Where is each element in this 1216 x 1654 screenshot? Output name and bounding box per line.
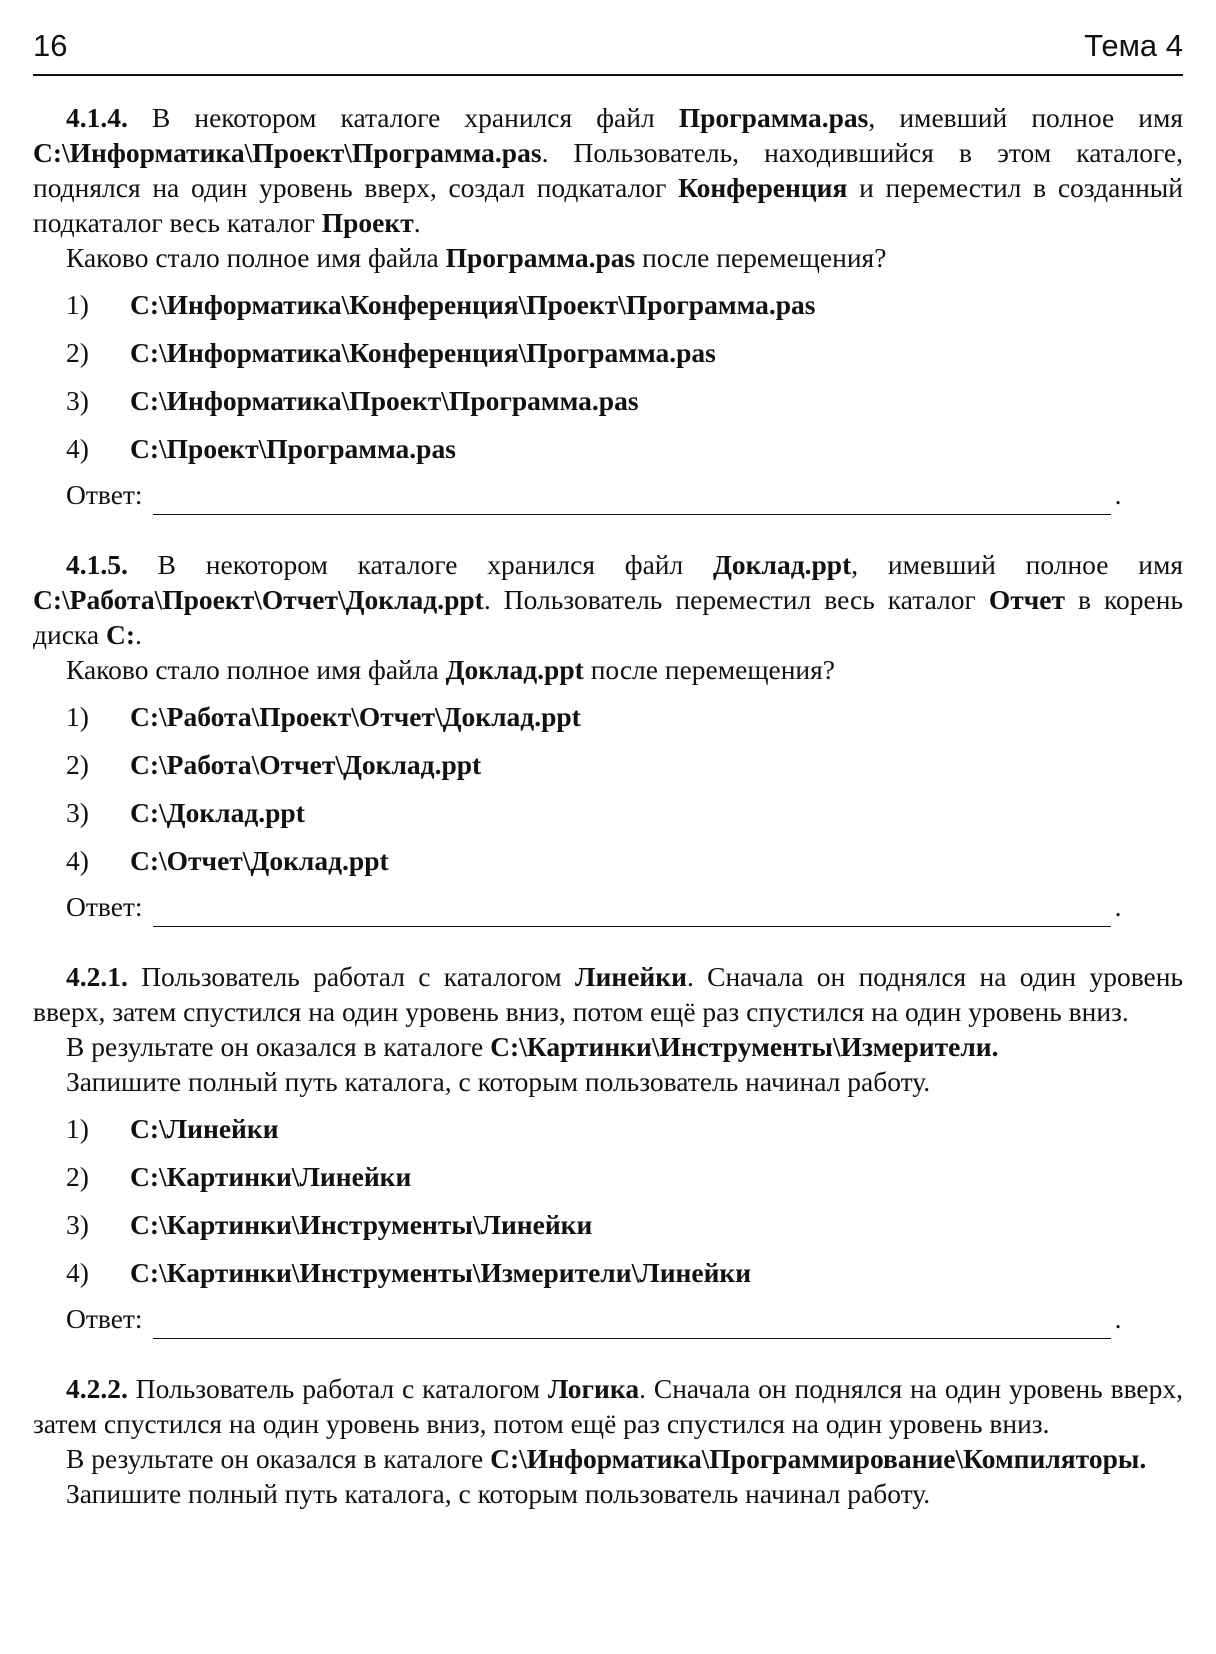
answer-blank[interactable] bbox=[153, 492, 1111, 515]
task-statement: 4.1.4. В некотором каталоге хранился файл Программа.pas, имевший полное имя C:\Информатика\Проект\Программа.pas. Пользователь, находившийся в этом каталоге, поднялся на один уровень вверх, создал подкаталог Конференция и переместил в созданный подкаталог весь каталог Проект. bbox=[33, 102, 1183, 238]
task-4-2-1 bbox=[33, 959, 1183, 1339]
answer-label: Ответ: bbox=[66, 1303, 143, 1334]
task-question: В результате он оказался в каталоге C:\Картинки\Инструменты\Измерители. bbox=[66, 1031, 999, 1062]
option-2[interactable]: 2) C:\Информатика\Конференция\Программа.pas bbox=[66, 337, 716, 368]
answer-blank[interactable] bbox=[153, 904, 1111, 927]
task-statement: 4.2.1. Пользователь работал с каталогом Линейки. Сначала он поднялся на один уровень вверх, затем спустился на один уровень вниз, потом ещё раз спустился на один уровень вниз. bbox=[33, 961, 1183, 1027]
page-header bbox=[33, 22, 1183, 76]
option-3[interactable]: 3) C:\Доклад.ppt bbox=[66, 797, 305, 828]
task-4-2-2 bbox=[33, 1371, 1183, 1511]
task-4-1-5 bbox=[33, 547, 1183, 927]
page-content bbox=[33, 100, 1183, 1543]
answer-line: Ответ: . bbox=[33, 1299, 1183, 1339]
option-4[interactable]: 4) C:\Проект\Программа.pas bbox=[66, 433, 456, 464]
answer-label: Ответ: bbox=[66, 891, 143, 922]
task-question: Каково стало полное имя файла Программа.pas после перемещения? bbox=[66, 242, 887, 273]
option-4[interactable]: 4) C:\Отчет\Доклад.ppt bbox=[66, 845, 389, 876]
answer-label: Ответ: bbox=[66, 479, 143, 510]
option-2[interactable]: 2) C:\Картинки\Линейки bbox=[66, 1161, 412, 1192]
answer-line: Ответ: . bbox=[33, 475, 1183, 515]
task-4-1-4 bbox=[33, 100, 1183, 515]
task-statement: 4.1.5. В некотором каталоге хранился файл Доклад.ppt, имевший полное имя C:\Работа\Проект\Отчет\Доклад.ppt. Пользователь переместил весь каталог Отчет в корень диска C:. bbox=[33, 549, 1184, 650]
option-1[interactable]: 1) C:\Работа\Проект\Отчет\Доклад.ppt bbox=[66, 701, 581, 732]
task-statement: 4.2.2. Пользователь работал с каталогом Логика. Сначала он поднялся на один уровень вверх, затем спустился на один уровень вниз, потом ещё раз спустился на один уровень вниз. bbox=[33, 1373, 1183, 1439]
task-number: 4.2.2. bbox=[66, 1373, 128, 1404]
option-4[interactable]: 4) C:\Картинки\Инструменты\Измерители\Линейки bbox=[66, 1257, 752, 1288]
task-number: 4.1.5. bbox=[66, 549, 128, 580]
task-question: Каково стало полное имя файла Доклад.ppt после перемещения? bbox=[66, 654, 836, 685]
answer-blank[interactable] bbox=[153, 1316, 1111, 1339]
answer-options bbox=[33, 693, 1183, 885]
answer-options bbox=[33, 281, 1183, 473]
page-number: 16 bbox=[33, 28, 68, 63]
topic-title: Тема 4 bbox=[1084, 28, 1183, 63]
answer-line: Ответ: . bbox=[33, 887, 1183, 927]
task-number: 4.1.4. bbox=[66, 102, 128, 133]
task-question: В результате он оказался в каталоге C:\Информатика\Программирование\Компиляторы. bbox=[66, 1443, 1147, 1474]
option-3[interactable]: 3) C:\Информатика\Проект\Программа.pas bbox=[66, 385, 639, 416]
option-2[interactable]: 2) C:\Работа\Отчет\Доклад.ppt bbox=[66, 749, 482, 780]
task-instruction: Запишите полный путь каталога, с которым пользователь начинал работу. bbox=[66, 1478, 931, 1509]
task-instruction: Запишите полный путь каталога, с которым пользователь начинал работу. bbox=[66, 1066, 931, 1097]
task-number: 4.2.1. bbox=[66, 961, 128, 992]
option-1[interactable]: 1) C:\Информатика\Конференция\Проект\Программа.pas bbox=[66, 289, 816, 320]
option-3[interactable]: 3) C:\Картинки\Инструменты\Линейки bbox=[66, 1209, 593, 1240]
answer-options bbox=[33, 1105, 1183, 1297]
option-1[interactable]: 1) C:\Линейки bbox=[66, 1113, 279, 1144]
